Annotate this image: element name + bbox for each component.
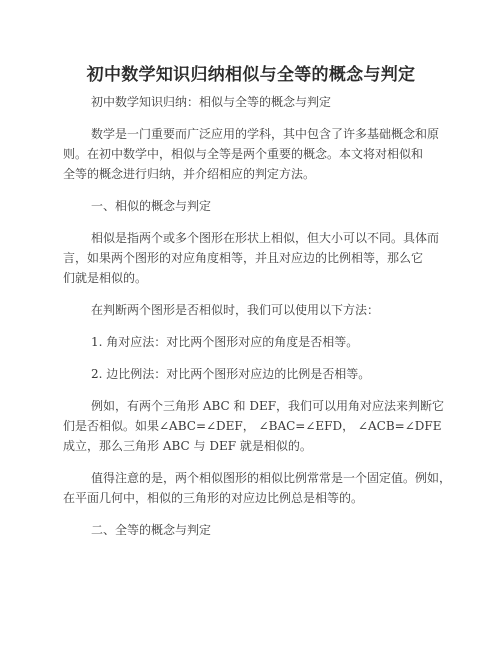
subtitle: 初中数学知识归纳：相似与全等的概念与判定: [91, 95, 332, 109]
section1-def-line-2: 言，如果两个图形的对应角度相等，并且对应边的比例相等，那么它: [63, 251, 424, 265]
example-line-3: 成立，那么三角形 ABC 与 DEF 就是相似的。: [63, 439, 312, 453]
method-2: 2. 边比例法：对比两个图形对应边的比例是否相等。: [91, 367, 371, 381]
note-line-2: 在平面几何中，相似的三角形的对应边比例总是相等的。: [63, 491, 364, 505]
section1-heading: 一、相似的概念与判定: [91, 199, 212, 213]
intro-line-1: 数学是一门重要而广泛应用的学科，其中包含了许多基础概念和原: [91, 127, 440, 141]
section1-def-line-1: 相似是指两个或多个图形在形状上相似，但大小可以不同。具体而: [91, 231, 440, 245]
example-line-2: 们是否相似。如果∠ABC=∠DEF， ∠BAC=∠EFD， ∠ACB=∠DFE: [63, 419, 442, 433]
section2-heading: 二、全等的概念与判定: [91, 523, 212, 537]
intro-line-2: 则。在初中数学中，相似与全等是两个重要的概念。本文将对相似和: [63, 147, 424, 161]
document-title: 初中数学知识归纳相似与全等的概念与判定: [86, 65, 416, 85]
methods-intro: 在判断两个图形是否相似时，我们可以使用以下方法：: [91, 303, 380, 317]
example-line-1: 例如，有两个三角形 ABC 和 DEF，我们可以用角对应法来判断它: [91, 399, 445, 413]
method-1: 1. 角对应法：对比两个图形对应的角度是否相等。: [91, 335, 359, 349]
intro-line-3: 全等的概念进行归纳，并介绍相应的判定方法。: [63, 167, 316, 181]
section1-def-line-3: 们就是相似的。: [63, 271, 148, 285]
note-line-1: 值得注意的是，两个相似图形的相似比例常常是一个固定值。例如，: [91, 471, 452, 485]
